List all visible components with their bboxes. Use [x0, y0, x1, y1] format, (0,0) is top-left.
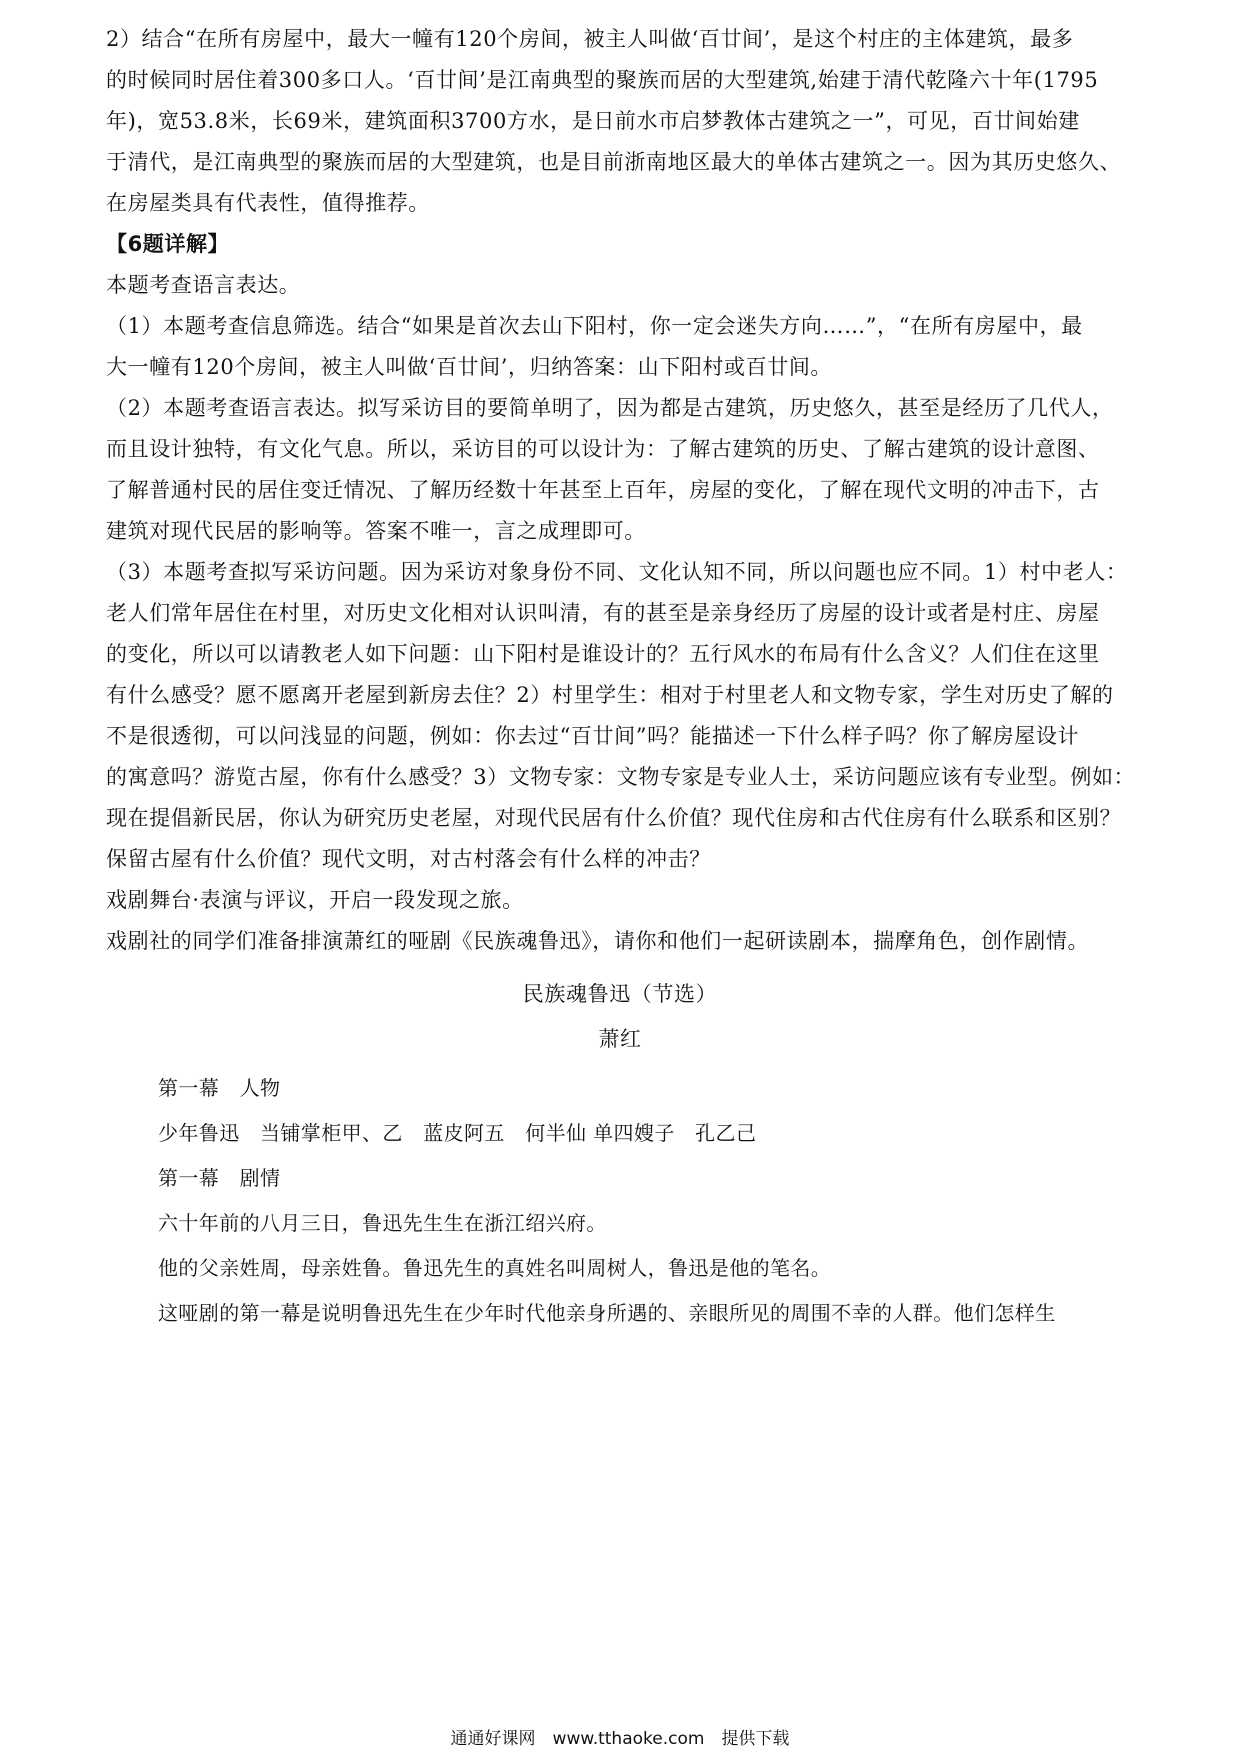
script-line: 六十年前的八月三日，鲁迅先生生在浙江绍兴府。 — [158, 1211, 607, 1235]
body-text-line: 不是很透彻，可以问浅显的问题，例如：你去过“百廿间”吗？能描述一下什么样子吗？你了解房屋设计 — [106, 724, 1080, 748]
body-text-line: 有什么感受？愿不愿离开老屋到新房去住？2）村里学生：相对于村里老人和文物专家，学生对历史了解的 — [106, 683, 1114, 707]
body-text-line: （1）本题考查信息筛选。结合“如果是首次去山下阳村，你一定会迷失方向……”，“在所有房屋中，最 — [106, 314, 1083, 338]
script-title: 民族魂鲁迅（节选） — [522, 982, 718, 1006]
answer-paragraph-line: 的时候同时居住着300多口人。‘百廿间’是江南典型的聚族而居的大型建筑,始建于清代乾隆六十年(1795 — [106, 68, 1099, 92]
body-text-line: 的变化，所以可以请教老人如下问题：山下阳村是谁设计的？五行风水的布局有什么含义？人们住在这里 — [106, 642, 1100, 666]
script-line: 第一幕 剧情 — [158, 1166, 281, 1190]
answer-paragraph-line: 在房屋类具有代表性，值得推荐。 — [106, 191, 430, 215]
script-author: 萧红 — [598, 1027, 642, 1051]
page-footer: 通通好课网 www.tthaoke.com 提供下载 — [450, 1729, 790, 1749]
body-text-line: 大一幢有120个房间，被主人叫做‘百廿间’，归纳答案：山下阳村或百廿间。 — [106, 355, 833, 379]
body-text-line: （2）本题考查语言表达。拟写采访目的要简单明了，因为都是古建筑，历史悠久，甚至是经历了几代人， — [106, 396, 1114, 420]
body-text-line: 了解普通村民的居住变迁情况、了解历经数十年甚至上百年，房屋的变化，了解在现代文明的冲击下，古 — [106, 478, 1100, 502]
body-text-line: 戏剧舞台·表演与评议，开启一段发现之旅。 — [106, 888, 524, 912]
body-text-line: 保留古屋有什么价值？现代文明，对古村落会有什么样的冲击？ — [106, 847, 711, 871]
body-text-line: （3）本题考查拟写采访问题。因为采访对象身份不同、文化认知不同，所以问题也应不同。1）村中老人： — [106, 560, 1128, 584]
script-line: 少年鲁迅 当铺掌柜甲、乙 蓝皮阿五 何半仙 单四嫂子 孔乙己 — [158, 1121, 757, 1145]
body-text-line: 老人们常年居住在村里，对历史文化相对认识叫清，有的甚至是亲身经历了房屋的设计或者是村庄、房屋 — [106, 601, 1100, 625]
script-line: 他的父亲姓周，母亲姓鲁。鲁迅先生的真姓名叫周树人，鲁迅是他的笔名。 — [158, 1256, 832, 1280]
body-text-line: 建筑对现代民居的影响等。答案不唯一，言之成理即可。 — [106, 519, 646, 543]
answer-paragraph-line: 于清代，是江南典型的聚族而居的大型建筑，也是目前浙南地区最大的单体古建筑之一。因为其历史悠久、 — [106, 150, 1122, 174]
body-text-line: 而且设计独特，有文化气息。所以，采访目的可以设计为：了解古建筑的历史、了解古建筑的设计意图、 — [106, 437, 1100, 461]
body-text-line: 的寓意吗？游览古屋，你有什么感受？3）文物专家：文物专家是专业人士，采访问题应该有专业型。例如： — [106, 765, 1136, 789]
body-text-line: 现在提倡新民居，你认为研究历史老屋，对现代民居有什么价值？现代住房和古代住房有什么联系和区别？ — [106, 806, 1122, 830]
body-text-line: 戏剧社的同学们准备排演萧红的哑剧《民族魂鲁迅》，请你和他们一起研读剧本，揣摩角色，创作剧情。 — [106, 929, 1090, 953]
section-heading: 【6题详解】 — [106, 232, 230, 256]
answer-paragraph-line: 年)，宽53.8米，长69米，建筑面积3700方水，是日前水市启梦教体古建筑之一”，可见，百廿间始建 — [106, 109, 1080, 133]
answer-paragraph-line: 2）结合“在所有房屋中，最大一幢有120个房间，被主人叫做‘百廿间’，是这个村庄的主体建筑，最多 — [106, 27, 1074, 51]
script-line: 这哑剧的第一幕是说明鲁迅先生在少年时代他亲身所遇的、亲眼所见的周围不幸的人群。他们怎样生 — [158, 1301, 1056, 1325]
script-line: 第一幕 人物 — [158, 1076, 281, 1100]
body-text-line: 本题考查语言表达。 — [106, 273, 301, 297]
